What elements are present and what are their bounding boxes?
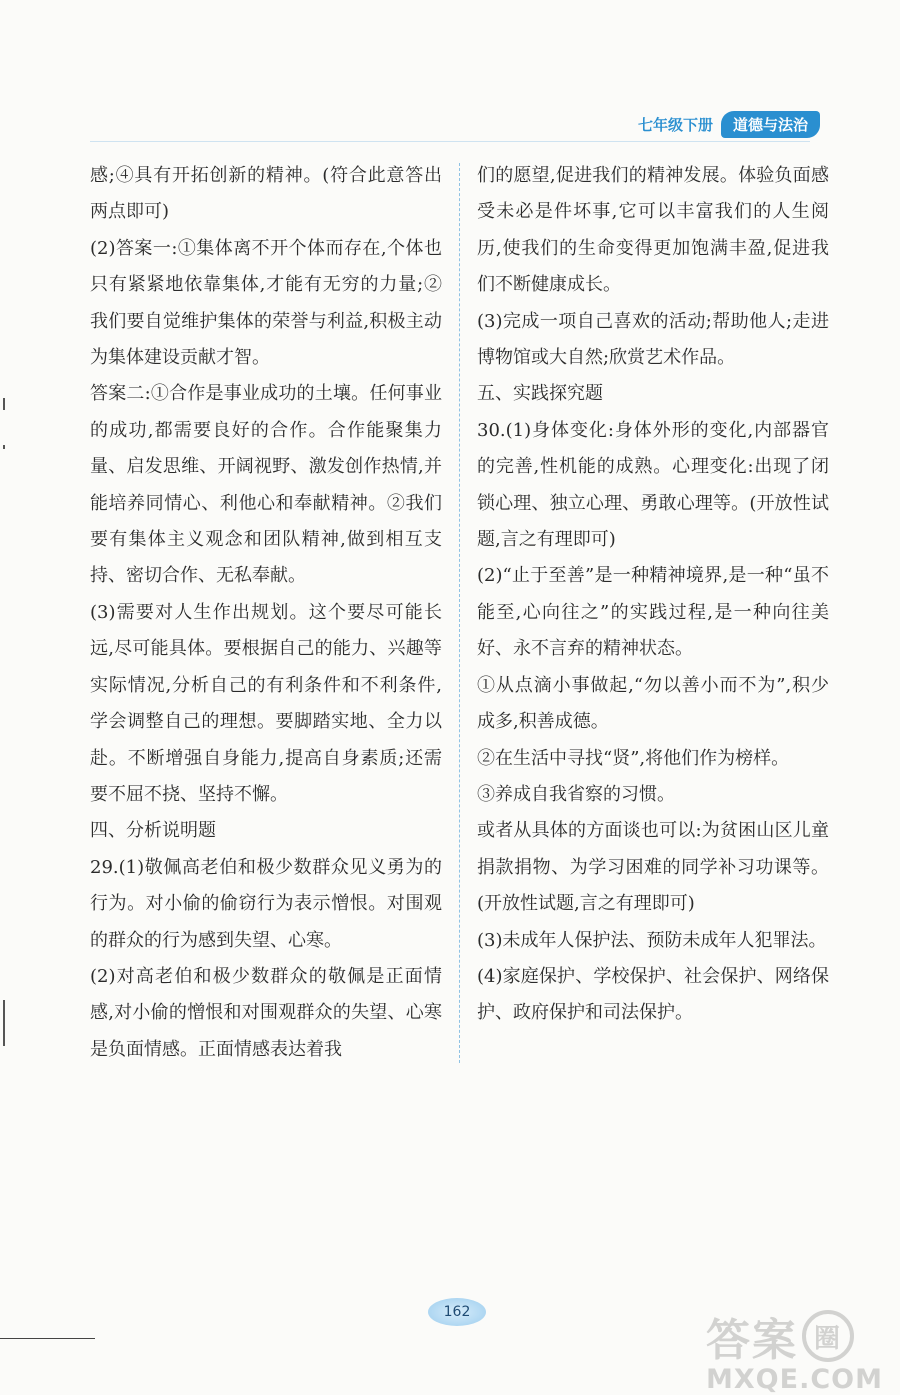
watermark-logo [706,1304,886,1395]
section-heading: 五、实践探究题 [477,383,603,405]
section-heading: 四、分析说明题 [90,820,216,842]
margin-mark [3,445,5,449]
column-divider [459,163,460,1063]
right-paragraph: ①从点滴小事做起,“勿以善小而不为”,积少成多,积善成德。 [477,674,829,733]
left-paragraph: 感;④具有开拓创新的精神。(符合此意答出两点即可) [90,165,442,223]
left-column [90,158,442,1068]
right-paragraph: (3)完成一项自己喜欢的活动;帮助他人;走进博物馆或大自然;欣赏艺术作品。 [477,310,829,369]
watermark-circle-icon: 圈 [802,1310,854,1362]
right-column [477,158,829,1032]
right-paragraph: (3)未成年人保护法、预防未成年人犯罪法。 [477,929,827,951]
header-rule [90,141,810,142]
right-paragraph: (2)“止于至善”是一种精神境界,是一种“虽不能至,心向往之”的实践过程,是一种向往美好、永不言弃的精神状态。 [477,565,829,660]
right-paragraph: 30.(1)身体变化:身体外形的变化,内部器官的完善,性机能的成熟。心理变化:出现了闭锁心理、独立心理、勇敢心理等。(开放性试题,言之有理即可) [477,419,829,551]
page-number: 162 [428,1298,486,1326]
watermark-top-text: 答案 [706,1315,798,1366]
left-paragraph: (3)需要对人生作出规划。这个要尽可能长远,尽可能具体。要根据自己的能力、兴趣等实际情况,分析自己的有利条件和不利条件,学会调整自己的理想。要脚踏实地、全力以赴。不断增强自身能力,提高自身素质;还需要不屈不挠、坚持不懈。 [90,601,442,805]
left-paragraph: (2)答案一:①集体离不开个体而存在,个体也只有紧紧地依靠集体,才能有无穷的力量;②我们要自觉维护集体的荣誉与利益,积极主动为集体建设贡献才智。 [90,237,442,369]
left-paragraph: 29.(1)敬佩高老伯和极少数群众见义勇为的行为。对小偷的偷窃行为表示憎恨。对围观的群众的行为感到失望、心寒。 [90,856,442,951]
watermark-url: MXQE.COM [706,1364,883,1395]
subject-badge: 道德与法治 [721,111,820,138]
watermark-top [706,1304,886,1368]
right-paragraph: 们的愿望,促进我们的精神发展。体验负面感受未必是件坏事,它可以丰富我们的人生阅历,使我们的生命变得更加饱满丰盈,促进我们不断健康成长。 [477,165,829,296]
margin-mark [3,1000,5,1046]
page-header [638,111,820,138]
right-paragraph: (4)家庭保护、学校保护、社会保护、网络保护、政府保护和司法保护。 [477,965,829,1024]
right-paragraph: ③养成自我省察的习惯。 [477,783,675,805]
left-paragraph: 答案二:①合作是事业成功的土壤。任何事业的成功,都需要良好的合作。合作能聚集力量、启发思维、开阔视野、激发创作热情,并能培养同情心、利他心和奉献精神。②我们要有集体主义观念和团队精神,做到相互支持、密切合作、无私奉献。 [90,383,442,587]
right-paragraph: ②在生活中寻找“贤”,将他们作为榜样。 [477,747,790,769]
margin-mark [3,398,5,410]
right-paragraph: 或者从具体的方面谈也可以:为贫困山区儿童捐款捐物、为学习困难的同学补习功课等。(开放性试题,言之有理即可) [477,820,829,915]
grade-label: 七年级下册 [637,116,713,134]
left-paragraph: (2)对高老伯和极少数群众的敬佩是正面情感,对小偷的憎恨和对围观群众的失望、心寒是负面情感。正面情感表达着我 [90,965,442,1060]
bottom-rule [0,1338,95,1339]
